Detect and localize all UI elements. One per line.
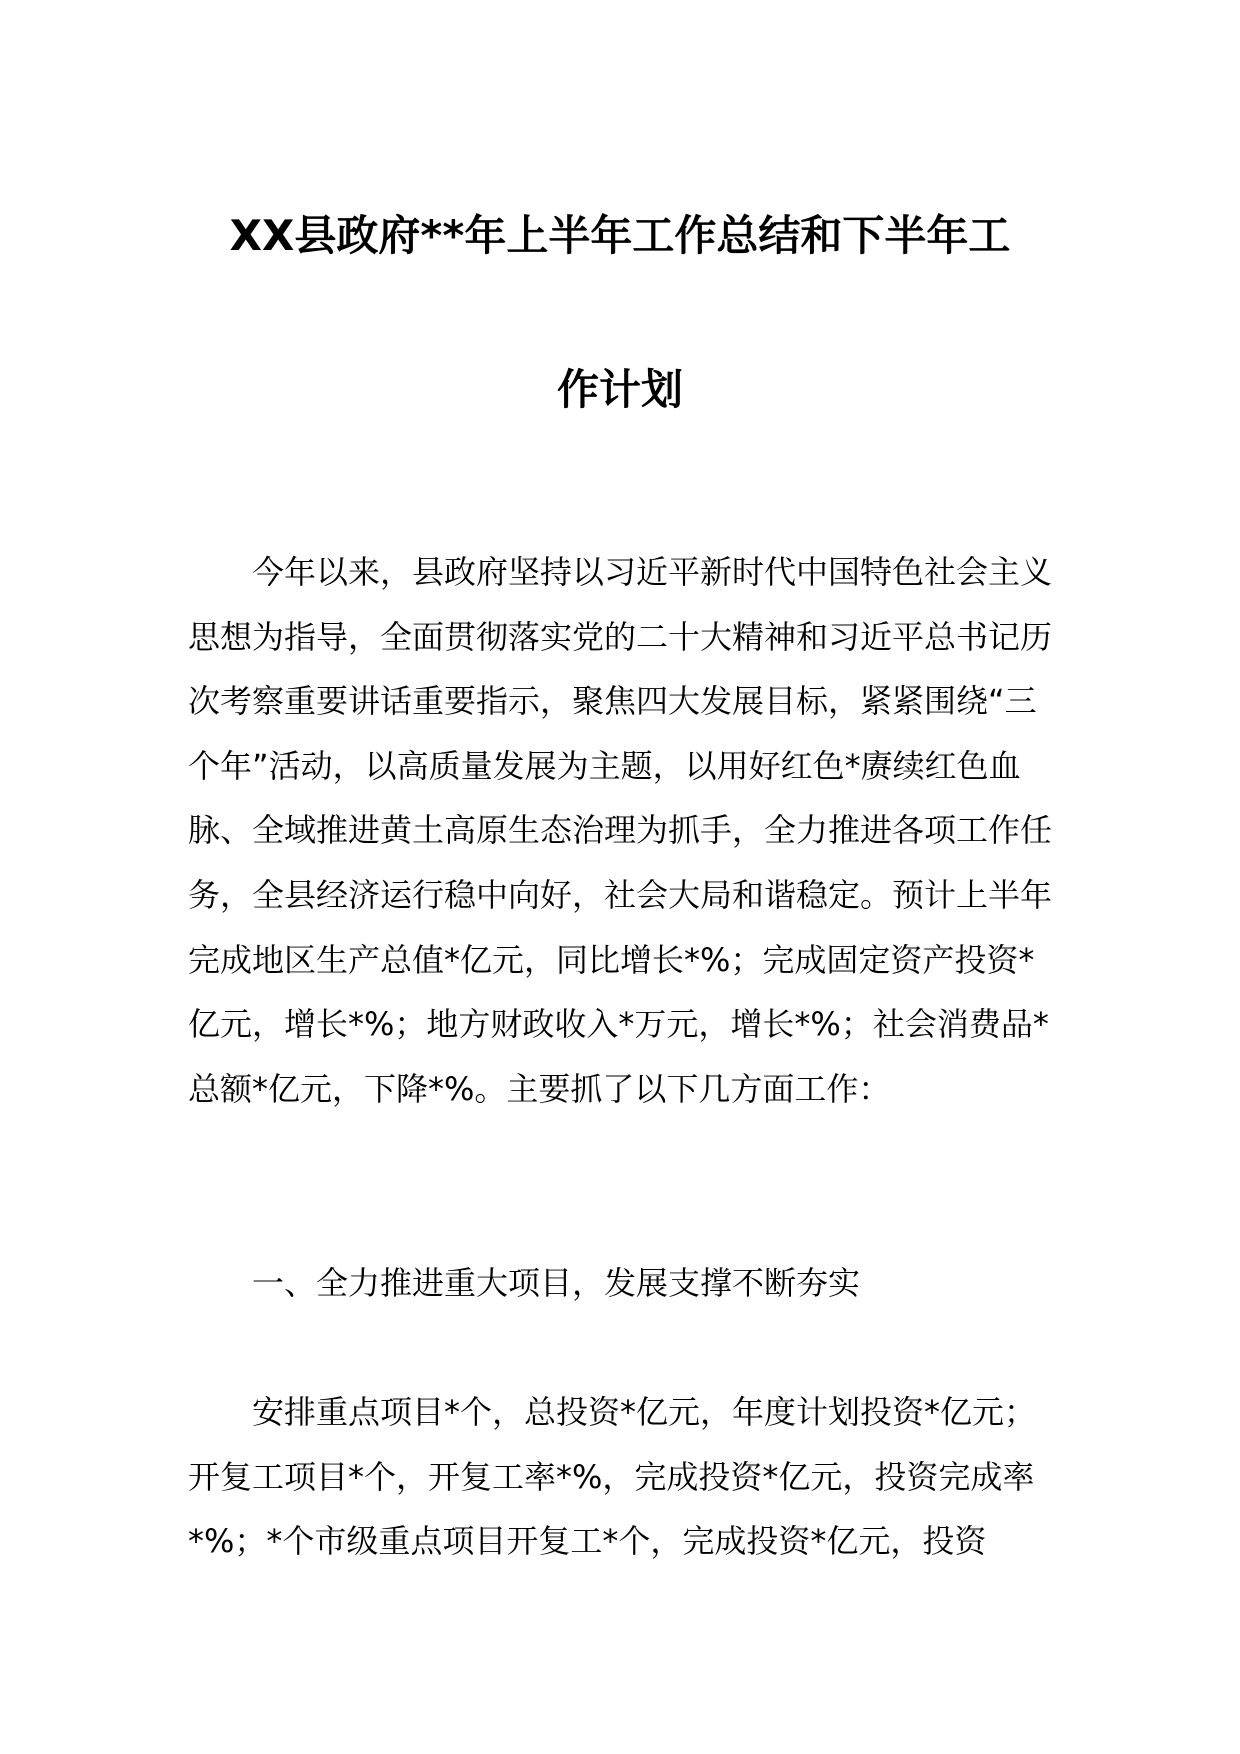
intro-paragraph: 今年以来，县政府坚持以习近平新时代中国特色社会主义思想为指导，全面贯彻落实党的二十大精神和习近平总书记历次考察重要讲话重要指示，聚焦四大发展目标，紧紧围绕“三个年”活动，以高质量发展为主题，以用好红色*赓续红色血脉、全域推进黄土高原生态治理为抓手，全力推进各项工作任务，全县经济运行稳中向好，社会大局和谐稳定。预计上半年完成地区生产总值*亿元，同比增长*%；完成固定资产投资*亿元，增长*%；地方财政收入*万元，增长*%；社会消费品*总额*亿元，下降*%。主要抓了以下几方面工作： [188, 553, 1053, 1108]
document-title-line-1: XX县政府**年上半年工作总结和下半年工 [229, 211, 1011, 260]
section-1-heading: 一、全力推进重大项目，发展支撑不断夯实 [252, 1264, 861, 1302]
document-title-line-2: 作计划 [556, 365, 683, 414]
section-1-paragraph: 安排重点项目*个，总投资*亿元，年度计划投资*亿元；开复工项目*个，开复工率*%，完成投资*亿元，投资完成率*%；*个市级重点项目开复工*个，完成投资*亿元，投资 [188, 1393, 1037, 1561]
